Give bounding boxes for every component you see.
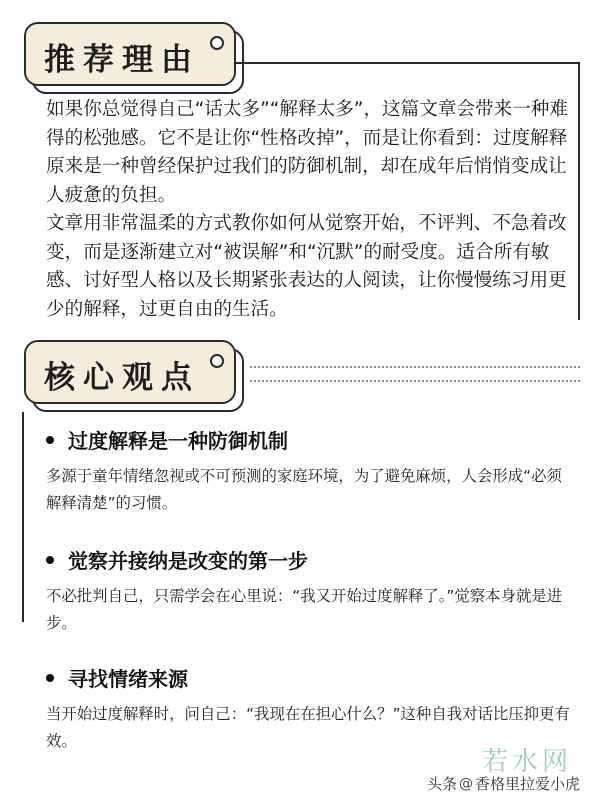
point-item (36, 425, 576, 517)
left-border (22, 412, 24, 622)
point-item (36, 545, 576, 637)
at-icon: @ (458, 775, 473, 792)
core-label-box (24, 340, 236, 404)
watermark (426, 747, 580, 794)
point-title: 寻找情绪来源 (68, 667, 188, 691)
reason-label-box (24, 22, 236, 86)
ring-icon (210, 36, 224, 50)
header-rule (236, 62, 580, 64)
brand-watermark: 若水网 (481, 747, 572, 777)
point-body: 当开始过度解释时，问自己：“我现在在担心什么？”这种自我对话比压抑更有效。 (46, 705, 570, 750)
intro-paragraph-1: 如果你总觉得自己“话太多”“解释太多”，这篇文章会带来一种难得的松弛感。它不是让你“性格改掉”，而是让你看到：过度解释原来是一种曾经保护过我们的防御机制，却在成年后悄悄变成让人疲惫的负担。 (46, 99, 568, 206)
point-body: 不必批判自己，只需学会在心里说：“我又开始过度解释了。”觉察本身就是进步。 (46, 587, 563, 632)
intro-text (46, 96, 576, 324)
bullet-icon (46, 674, 54, 682)
bullet-icon (46, 556, 54, 564)
bullet-icon (46, 436, 54, 444)
right-border (578, 62, 580, 320)
intro-paragraph-2: 文章用非常温柔的方式教你如何从觉察开始，不评判、不急着改变，而是逐渐建立对“被误解”和“沉默”的耐受度。适合所有敏感、讨好型人格以及长期紧张表达的人阅读，让你慢慢练习用更少的解释，过更自由的生活。 (46, 213, 567, 320)
ring-icon (210, 354, 224, 368)
watermark-prefix: 头条 (426, 775, 457, 793)
point-title: 过度解释是一种防御机制 (68, 429, 288, 453)
core-title: 核心观点 (44, 360, 200, 396)
reason-title: 推荐理由 (44, 42, 200, 78)
dotted-rule (250, 366, 580, 368)
point-title: 觉察并接纳是改变的第一步 (68, 549, 308, 573)
point-body: 多源于童年情绪忽视或不可预测的家庭环境，为了避免麻烦，人会形成“必须解释清楚”的习惯。 (46, 467, 562, 512)
watermark-author: 香格里拉爱小虎 (474, 775, 580, 793)
dotted-rule (250, 380, 580, 382)
